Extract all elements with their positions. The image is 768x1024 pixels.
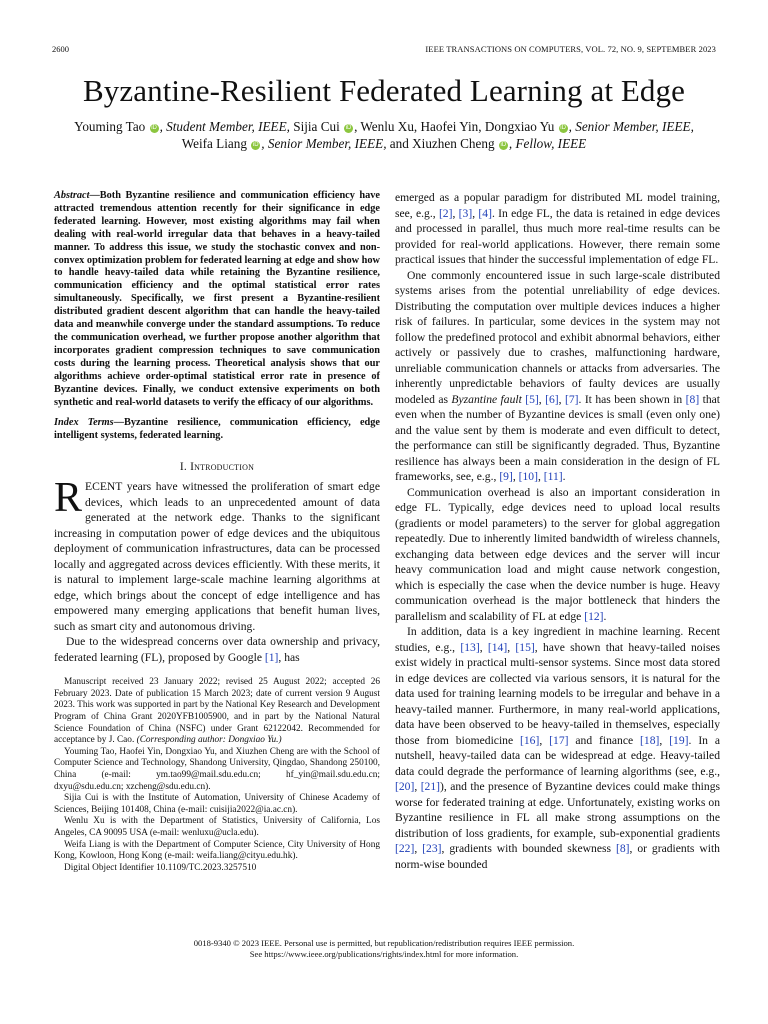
citation-link[interactable]: [14] bbox=[487, 640, 508, 654]
affiliation-note: Wenlu Xu is with the Department of Statistics, University of California, Los Angeles, CA 90095 USA (e-mail: wenluxu@ucla.edu). bbox=[54, 816, 380, 838]
citation-link[interactable]: [7] bbox=[564, 392, 579, 406]
body-paragraph: One commonly encountered issue in such large-scale distributed systems arises from the potential unreliability of edge devices. Distributing the computation over multiple devices induces a higher risk of failures. In particular, some devices in the system may not follow the predefined protocol and exhibit abnormal behaviors, either actively or passively due to crashes, malfunctioning hardware, unreliable communication channels or attacks from adversaries. The inherently unpredictable behaviors of faulty devices are usually modeled as Byzantine fault [5], [6], [7]. It has been shown in [8] that even when the number of Byzantine devices is small (even only one) and the value sent by them is moderate and even difficult to detect, the performance can still be significantly degraded. Thus, Byzantine resilience has always been a main consideration in the design of FL frameworks, see, e.g., [9], [10], [11]. bbox=[395, 268, 720, 483]
citation-link[interactable]: [1] bbox=[264, 650, 279, 664]
orcid-icon[interactable]: iD bbox=[345, 125, 352, 131]
intro-paragraph: Due to the widespread concerns over data ownership and privacy, federated learning (FL), proposed by Google [1], has bbox=[54, 635, 380, 664]
index-terms-text: —Byzantine resilience, communication efficiency, edge intelligent systems, federated learning. bbox=[54, 417, 380, 442]
orcid-icon[interactable]: iD bbox=[500, 142, 507, 148]
footnotes bbox=[54, 677, 380, 874]
author-list bbox=[40, 118, 728, 152]
body-paragraph: emerged as a popular paradigm for distributed ML model training, see, e.g., [2], [3], [4]. In edge FL, the data is retained in edge devices and processed in parallel, thus much more real-time results can be provided for real-world applications. However, there remain some practical issues that hinder the successful implementation of edge FL. bbox=[395, 191, 720, 266]
author-names: , Wenlu Xu, Haofei Yin, Dongxiao Yu bbox=[354, 119, 555, 134]
drop-cap: R bbox=[54, 475, 83, 522]
author-membership: , Student Member, IEEE, bbox=[159, 119, 290, 134]
citation-link[interactable]: [23] bbox=[422, 842, 442, 855]
citation-link[interactable]: [2] bbox=[438, 206, 453, 220]
citation-link[interactable]: [4] bbox=[478, 206, 492, 220]
abstract bbox=[54, 190, 380, 409]
citation-link[interactable]: [3] bbox=[458, 206, 473, 220]
paper-title: Byzantine-Resilient Federated Learning at Edge bbox=[83, 73, 685, 108]
paragraph-text: ECENT years have witnessed the proliferation of smart edge devices, which leads to an unprecedented amount of data generated at the network edge. Thanks to the significant increasing in computation power of edge devices and the ubiquitous deployment of communication infrastructures, data can be processed locally and aggregated across devices efficiently. With these merits, it is natural to implement large-scale machine learning algorithms at edge, which brings about the concept of edge intelligence and has empowered many emerging applications that benefit human lives, such as smart city and autonomous driving. bbox=[54, 480, 380, 633]
orcid-icon[interactable]: iD bbox=[151, 125, 157, 131]
citation-link[interactable]: [6] bbox=[545, 392, 559, 406]
citation-link[interactable]: [5] bbox=[525, 392, 539, 406]
manuscript-note: Manuscript received 23 January 2022; revised 25 August 2022; accepted 26 February 2023. Date of publication 15 March 2023; date of current version 9 August 2023. This work was supported in part by the National Key Research and Development Program of China Grant 2020YFB1005900, and in part by the National Natural Science Foundation of China (NSFC) under Grant 62122042. Recommended for acceptance by J. Cao. (Corresponding author: Dongxiao Yu.) bbox=[54, 677, 380, 746]
section-number: I. bbox=[179, 461, 191, 474]
citation-link[interactable]: [18] bbox=[640, 733, 660, 747]
citation-link[interactable]: [22] bbox=[395, 842, 415, 855]
citation-link[interactable]: [9] bbox=[499, 470, 513, 483]
copyright-footer bbox=[0, 938, 768, 960]
right-column bbox=[395, 190, 720, 872]
citation-link[interactable]: [10] bbox=[518, 470, 538, 483]
page-number: 2600 bbox=[52, 44, 69, 54]
affiliation-note: Youming Tao, Haofei Yin, Dongxiao Yu, and Xiuzhen Cheng are with the School of Computer Science and Technology, Shandong University, Qingdao, Shandong 250100, China (e-mail: ym.tao99@mail.sdu.edu.cn; hf_yin@mail.sdu.edu.cn; dxyu@sdu.edu.cn; xzcheng@sdu.edu.cn). bbox=[54, 746, 380, 792]
affiliation-note: Sijia Cui is with the Institute of Automation, University of Chinese Academy of Sciences, Beijing 101408, China (e-mail: cuisijia2022@ia.ac.cn). bbox=[54, 793, 380, 815]
copyright-line: 0018-9340 © 2023 IEEE. Personal use is permitted, but republication/redistribution requires IEEE permission. bbox=[193, 938, 575, 948]
citation-link[interactable]: [17] bbox=[549, 733, 569, 747]
author-name: Weifa Liang bbox=[181, 136, 247, 151]
citation-link[interactable]: [12] bbox=[584, 609, 604, 623]
citation-link[interactable]: [20] bbox=[395, 780, 415, 793]
left-column bbox=[54, 190, 380, 874]
index-terms bbox=[54, 417, 380, 443]
citation-link[interactable]: [8] bbox=[615, 842, 630, 855]
rights-link-line[interactable]: See https://www.ieee.org/publications/rights/index.html for more information. bbox=[249, 949, 519, 959]
doi-note: Digital Object Identifier 10.1109/TC.2023.3257510 bbox=[64, 862, 257, 873]
body-paragraph: In addition, data is a key ingredient in machine learning. Recent studies, e.g., [13], [14], [15], have shown that heavy-tailed noises exist widely in practical multi-sensor systems. Since most data stored in edge devices are collected via various sensors, it is natural for the data used for training learning models to be irregular and behave in a heavy-tailed manner. Furthermore, in many real-world applications, data have been observed to be heavy-tailed in themselves, especially those from biomedicine [16], [17] and finance [18], [19]. In a nutshell, heavy-tailed data can be widespread at edge. Heavy-tailed data could degrade the performance of learning algorithms (see, e.g., [20], [21]), and the presence of Byzantine devices could make things worse for federated training at edge. Unfortunately, existing works on Byzantine resilience in FL all make strong assumptions on the distribution of loss gradients, for example, sub-exponential gradients [22], [23], gradients with bounded skewness [8], or gradients with norm-wise bounded bbox=[395, 625, 721, 871]
index-terms-lead: Index Terms bbox=[54, 417, 114, 429]
abstract-text: —Both Byzantine resilience and communication efficiency have attracted tremendous attention recently for their significance in edge federated learning. However, most existing algorithms may fail when dealing with real-world irregular data that behaves in a heavy-tailed manner. To address this issue, we study the stochastic convex and non-convex optimization problem for federated learning at edge and show how to handle heavy-tailed data while retaining the Byzantine resilience, communication efficiency and the optimal statistical error rates simultaneously. Specifically, we first present a Byzantine-resilient distributed gradient descent algorithm that can handle the heavy-tailed data and meanwhile converge under the standard assumptions. To reduce the communication overhead, we further propose another algorithm that incorporates gradient compression techniques to save communication costs during the learning process. Theoretical analysis shows that our algorithms achieve order-optimal statistical error rate in presence of Byzantine devices. Finally, we conduct extensive experiments on both synthetic and real-world datasets to verify the efficacy of our algorithms. bbox=[54, 190, 380, 408]
citation-link[interactable]: [13] bbox=[460, 640, 480, 654]
author-name: Youming Tao bbox=[74, 119, 146, 134]
citation-link[interactable]: [8] bbox=[685, 392, 700, 406]
citation-link[interactable]: [11] bbox=[543, 470, 563, 483]
section-title: Introduction bbox=[190, 461, 255, 474]
author-name: Sijia Cui bbox=[289, 119, 340, 134]
citation-link[interactable]: [19] bbox=[669, 733, 689, 747]
author-membership: , Senior Member, IEEE, bbox=[261, 136, 387, 151]
citation-link[interactable]: [15] bbox=[515, 640, 535, 654]
author-name: and Xiuzhen Cheng bbox=[386, 136, 495, 151]
citation-link[interactable]: [16] bbox=[520, 733, 540, 747]
author-membership: , Senior Member, IEEE, bbox=[568, 119, 694, 134]
body-paragraph: Communication overhead is also an important consideration in edge FL. Typically, edge devices need to upload local results (gradients or model parameters) to the server for global aggregation repeatedly. Due to inherently limited bandwidth of wireless channels, exchanging data between edge devices and the server will incur heavy communication load and might cause network congestion, which is especially the case when the device number is huge. Heavy communication overhead is the major bottleneck that hinders the parallelism and scalability of FL at edge [12]. bbox=[395, 485, 720, 623]
section-heading bbox=[54, 461, 380, 473]
author-membership: , Fellow, IEEE bbox=[508, 136, 587, 151]
journal-header: IEEE TRANSACTIONS ON COMPUTERS, VOL. 72, NO. 9, SEPTEMBER 2023 bbox=[425, 44, 716, 54]
affiliation-note: Weifa Liang is with the Department of Computer Science, City University of Hong Kong, Kowloon, Hong Kong (e-mail: weifa.liang@cityu.edu.hk). bbox=[54, 839, 380, 862]
abstract-lead: Abstract bbox=[54, 190, 90, 201]
intro-paragraph bbox=[54, 475, 380, 634]
orcid-icon[interactable]: iD bbox=[560, 125, 566, 131]
citation-link[interactable]: [21] bbox=[420, 780, 441, 793]
orcid-icon[interactable]: iD bbox=[252, 142, 259, 148]
